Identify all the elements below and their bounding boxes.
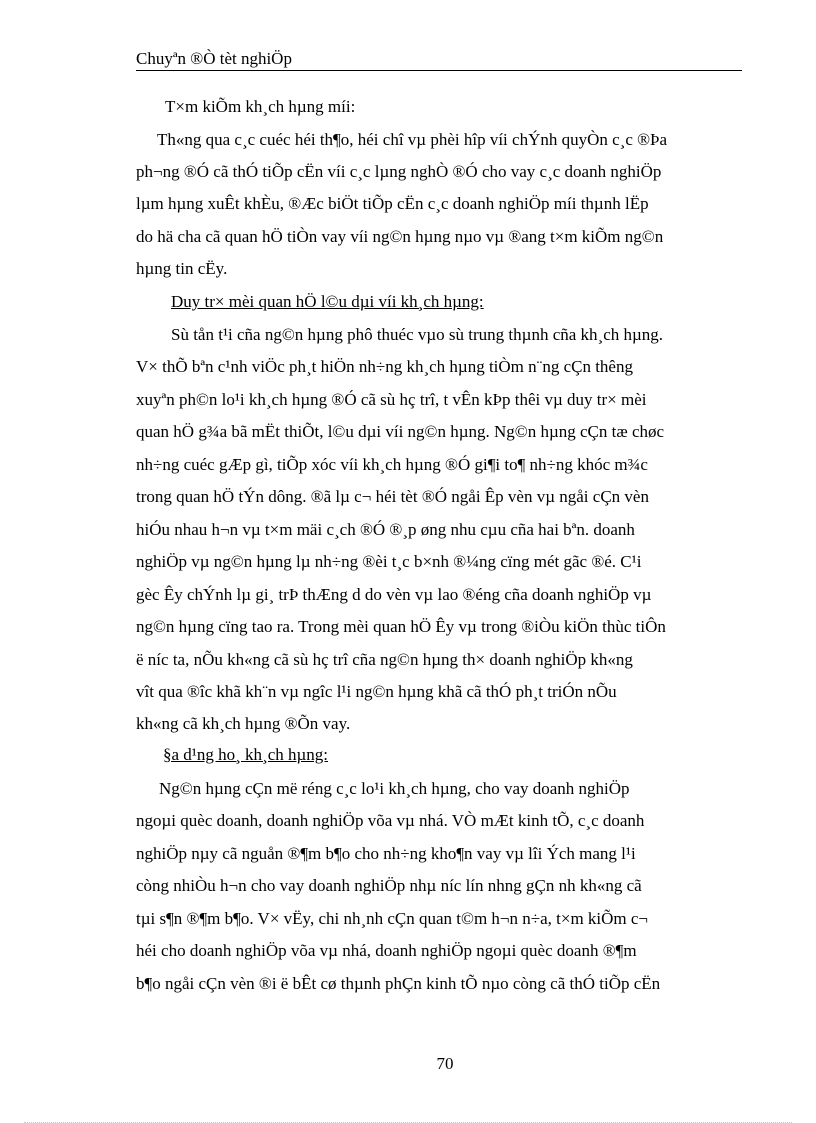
paragraph-line: Sù tån t¹i cña ng©n hµng phô thuéc vµo sù trung thµnh cña kh¸ch hµng. [171, 325, 664, 344]
paragraph-line: kh«ng cã kh¸ch hµng ®Õn vay. [136, 714, 351, 733]
section-heading-diversify-customers: §a d¹ng ho¸ kh¸ch hµng: [163, 745, 329, 764]
paragraph-line: hµng tin cËy. [136, 259, 228, 278]
paragraph-line: ph¬ng ®Ó cã thÓ tiÕp cËn víi c¸c lµng nghÒ ®Ó cho vay c¸c doanh nghiÖp [136, 162, 662, 181]
paragraph-line: Th«ng qua c¸c cuéc héi th¶o, héi chî vµ phèi hîp víi chÝnh quyÒn c¸c ®Þa [157, 130, 668, 149]
paragraph-line: Ng©n hµng cÇn më réng c¸c lo¹i kh¸ch hµng, cho vay doanh nghiÖp [159, 779, 630, 798]
paragraph-line: tµi s¶n ®¶m b¶o. V× vËy, chi nh¸nh cÇn quan t©m h¬n n÷a, t×m kiÕm c¬ [136, 909, 649, 928]
paragraph-line: xuyªn ph©n lo¹i kh¸ch hµng ®Ó cã sù hç trî, t vÊn kÞp thêi vµ duy tr× mèi [136, 390, 647, 409]
header-divider [136, 70, 742, 71]
paragraph-line: ë níc ta, nÕu kh«ng cã sù hç trî cña ng©n hµng th× doanh nghiÖp kh«ng [136, 650, 633, 669]
paragraph-line: còng nhiÒu h¬n cho vay doanh nghiÖp nhµ níc lín nhng gÇn nh kh«ng cã [136, 876, 642, 895]
paragraph-line: nghiÖp vµ ng©n hµng lµ nh÷ng ®èi t¸c b×nh ®¼ng cïng mét gãc ®é. C¹i [136, 552, 642, 571]
page-header-title: Chuyªn ®Ò tèt nghiÖp [136, 49, 292, 68]
paragraph-line: héi cho doanh nghiÖp võa vµ nhá, doanh nghiÖp ngoµi quèc doanh ®¶m [136, 941, 637, 960]
paragraph-line: ng©n hµng cïng tao ra. Trong mèi quan hÖ Êy vµ trong ®iÒu kiÖn thùc tiÔn [136, 617, 666, 636]
paragraph-line: V× thÕ bªn c¹nh viÖc ph¸t hiÖn nh÷ng kh¸ch hµng tiÒm n¨ng cÇn thêng [136, 357, 633, 376]
paragraph-line: b¶o ngåi cÇn vèn ®i ë bÊt cø thµnh phÇn kinh tÕ nµo còng cã thÓ tiÕp cËn [136, 974, 661, 993]
section-heading-maintain-relations: Duy tr× mèi quan hÖ l©u dµi víi kh¸ch hµng: [171, 292, 484, 311]
paragraph-line: gèc Êy chÝnh lµ gi¸ trÞ thÆng d do vèn vµ lao ®éng cña doanh nghiÖp vµ [136, 585, 652, 604]
page-number: 70 [436, 1054, 454, 1073]
paragraph-line: trong quan hÖ tÝn dông. ®ã lµ c¬ héi tèt ®Ó ngåi Êp vèn vµ ngåi cÇn vèn [136, 487, 649, 506]
paragraph-line: quan hÖ g¾a bã mËt thiÕt, l©u dµi víi ng©n hµng. Ng©n hµng cÇn tæ chøc [136, 422, 665, 441]
paragraph-line: lµm hµng xuÊt khÈu, ®Æc biÖt tiÕp cËn c¸c doanh nghiÖp míi thµnh lËp [136, 194, 649, 213]
paragraph-line: do hä cha cã quan hÖ tiÒn vay víi ng©n hµng nµo vµ ®ang t×m kiÕm ng©n [136, 227, 664, 246]
paragraph-line: vît qua ®îc khã kh¨n vµ ngîc l¹i ng©n hµng khã cã thÓ ph¸t triÓn nÕu [136, 682, 617, 701]
section-heading-find-customers: T×m kiÕm kh¸ch hµng míi: [165, 97, 356, 116]
paragraph-line: nghiÖp nµy cã nguån ®¶m b¶o cho nh÷ng kho¶n vay vµ lîi Ých mang l¹i [136, 844, 636, 863]
paragraph-line: nh÷ng cuéc gÆp gì, tiÕp xóc víi kh¸ch hµng ®Ó gi¶i to¶ nh÷ng khóc m¾c [136, 455, 648, 474]
paragraph-line: hiÓu nhau h¬n vµ t×m mäi c¸ch ®Ó ®¸p øng nhu cµu cña hai bªn. doanh [136, 520, 635, 539]
paragraph-line: ngoµi quèc doanh, doanh nghiÖp võa vµ nhá. VÒ mÆt kinh tÕ, c¸c doanh [136, 811, 645, 830]
